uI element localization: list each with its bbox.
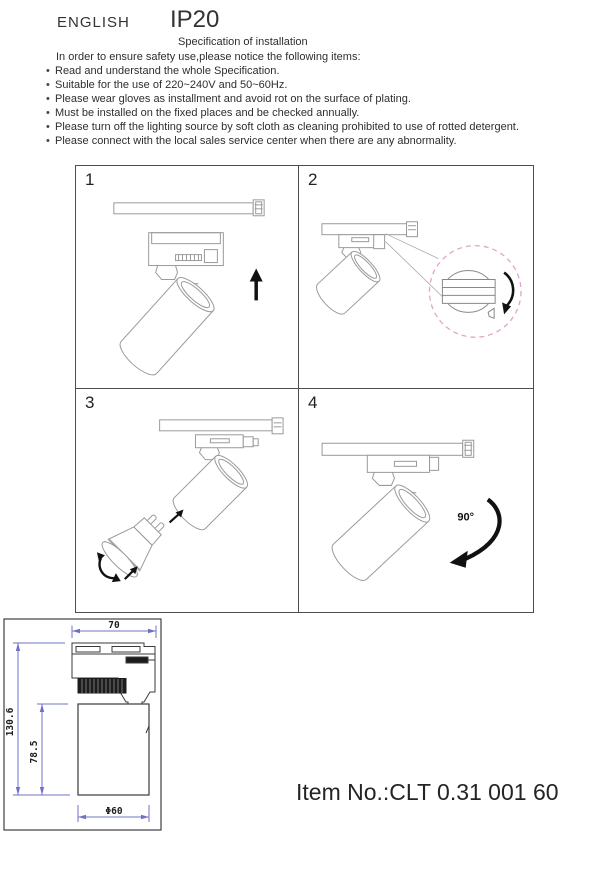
track-rail: [160, 418, 283, 434]
lock-knob: [442, 271, 495, 319]
dim-label-width: 70: [108, 620, 120, 631]
item-number: Item No.:CLT 0.31 001 60: [296, 779, 559, 805]
notice-item: [46, 64, 519, 78]
fixture-adapter: [195, 435, 258, 460]
notice-list: [46, 64, 519, 148]
notice-item: [46, 92, 519, 106]
step-2-panel: [299, 166, 533, 389]
spotlight-cylinder: [115, 271, 220, 380]
step-1-panel: [76, 166, 299, 389]
installation-steps-grid: [75, 165, 534, 613]
fixture-side-view: [72, 643, 155, 795]
step-number: 4: [308, 393, 318, 412]
step-4-panel: [299, 389, 533, 612]
bullet-glyph: •: [46, 79, 50, 91]
bullet-glyph: •: [46, 135, 50, 147]
dim-label-body-height: 78.5: [29, 740, 40, 764]
detail-callout-lines: [386, 234, 451, 305]
step-4-drawing: [299, 389, 533, 612]
empty-cylinder: [169, 451, 252, 534]
step-number: 1: [85, 170, 95, 189]
notice-item: [46, 120, 519, 134]
cylinder-body: [78, 704, 149, 795]
push-up-arrow: [250, 269, 263, 301]
dim-height-78: [37, 704, 68, 795]
intro-line: In order to ensure safety use,please notice the following items:: [56, 51, 361, 63]
bullet-glyph: •: [46, 93, 50, 105]
step-3-drawing: [76, 389, 298, 612]
dimension-drawing: [0, 612, 180, 837]
language-label: ENGLISH: [57, 14, 130, 31]
spotlight-cylinder: [327, 479, 436, 585]
fixture-adapter: [367, 455, 438, 485]
dim-label-total-height: 130.6: [5, 707, 16, 737]
notice-text: Please connect with the local sales service center when there are any abnormality.: [55, 135, 457, 147]
dim-label-diameter: Φ60: [105, 806, 123, 817]
step-1-drawing: [76, 166, 298, 388]
track-rail: [322, 440, 474, 457]
notice-text: Please turn off the lighting source by soft cloth as cleaning prohibited to use of rotted detergent.: [55, 121, 519, 133]
ip-rating: IP20: [170, 6, 220, 33]
page-title: Specification of installation: [178, 36, 308, 48]
bullet-glyph: •: [46, 65, 50, 77]
gu10-bulb: [98, 503, 176, 581]
notice-item: [46, 134, 519, 148]
notice-text: Must be installed on the fixed places and be checked annually.: [55, 107, 360, 119]
fixture-adapter: [149, 233, 224, 280]
detail-circle: [429, 246, 521, 338]
ribbed-knob: [78, 679, 126, 694]
step-3-panel: [76, 389, 299, 612]
step-number: 2: [308, 170, 318, 189]
notice-item: [46, 106, 519, 120]
notice-item: [46, 78, 519, 92]
track-rail: [114, 200, 264, 216]
step-2-drawing: [299, 166, 533, 388]
bullet-glyph: •: [46, 107, 50, 119]
rotate-arrow: [502, 273, 513, 315]
step-number: 3: [85, 393, 95, 412]
bullet-glyph: •: [46, 121, 50, 133]
notice-text: Please wear gloves as installment and avoid rot on the surface of plating.: [55, 93, 411, 105]
notice-text: Read and understand the whole Specification.: [55, 65, 280, 77]
notice-text: Suitable for the use of 220~240V and 50~60Hz.: [55, 79, 288, 91]
spotlight-cylinder: [312, 248, 384, 319]
rotation-angle-label: 90°: [457, 511, 475, 524]
rotate-90-arrow: [450, 499, 500, 567]
